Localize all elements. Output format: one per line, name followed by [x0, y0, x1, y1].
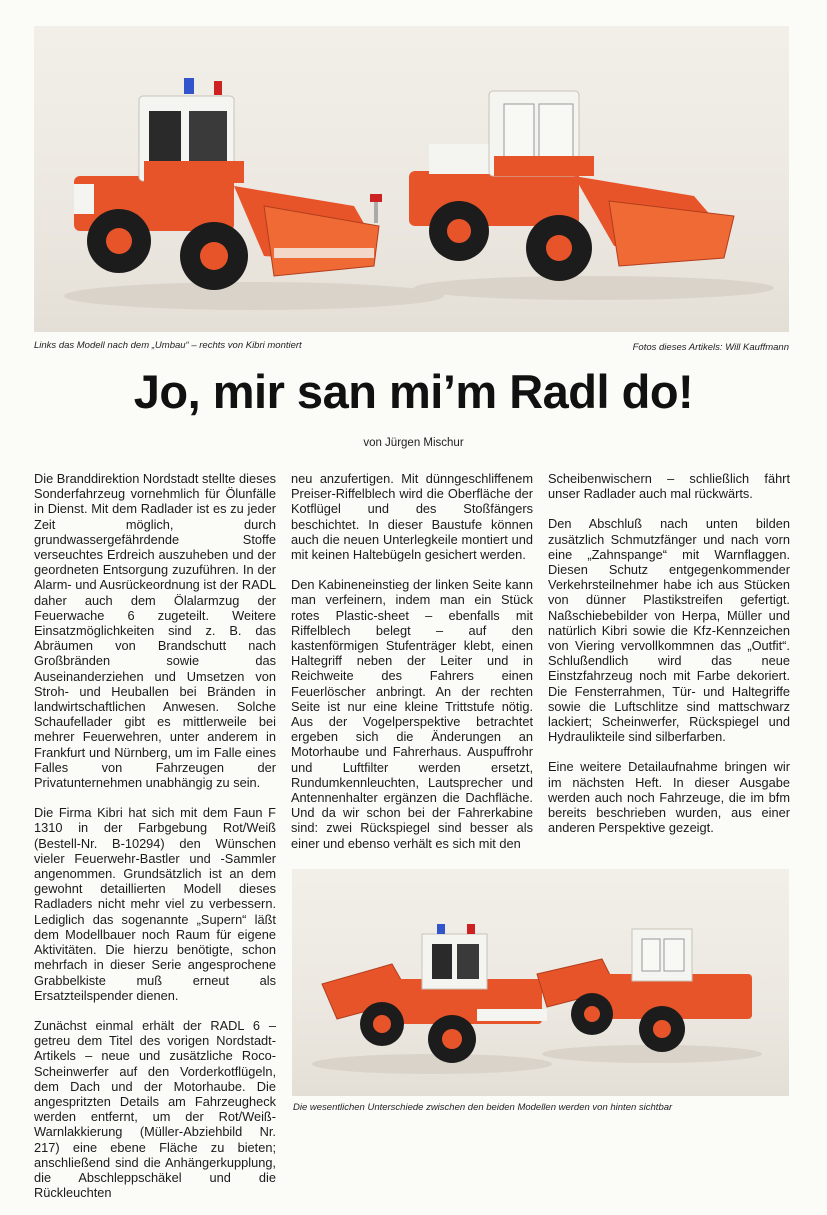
right-loader-model	[409, 91, 734, 281]
wheel-loaders-illustration	[34, 26, 789, 332]
caption-top-left: Links das Modell nach dem „Umbau“ – rechts von Kibri montiert	[34, 340, 302, 351]
paragraph: Die Branddirektion Nordstadt stellte dieses Sonderfahrzeug vornehmlich für Ölunfälle in Dienst. Mit dem Radlader ist es zu jeder Zeit möglich, durch grundwassergefährdende Stoffe verseuchtes Erdreich auszuheben und der geordneten Entsorgung zuzuführen. In der Alarm- und Ausrückeordnung ist der RADL daher auch dem Ölalarmzug der Feuerwache 6 zugeteilt. Weitere Einsatzmöglichkeiten sind z. B. das Abräumen von Brandschutt nach Großbränden sowie das Auseinanderziehen und Umsetzen von Stroh- und Heuballen bei Bränden in landwirtschaftlichen Anwesen. Solche Schaufellader gibt es mittlerweile bei mehrer Feuerwehren, unter anderem in Frankfurt und Nürnberg, um im Falle eines Falles von Fahrzeugen der Privatunternehmen unabhängig zu sein.	[34, 471, 276, 791]
left-loader-model	[74, 78, 382, 290]
paragraph: neu anzufertigen. Mit dünngeschliffenem Preiser-Riffelblech wird die Oberfläche der Kotflügel und des Stoßfängers beschichtet. In dieser Baustufe können auch die neuen Unterlegkeile montiert und mit keinen Haltebügeln gesichert werden.	[291, 471, 533, 563]
left-loader-rear	[322, 924, 547, 1063]
caption-photo-credit: Fotos dieses Artikels: Will Kauffmann	[632, 342, 789, 353]
wheel-loaders-rear-illustration	[292, 869, 789, 1096]
article-byline: von Jürgen Mischur	[363, 437, 464, 449]
paragraph: Scheibenwischern – schließlich fährt unser Radlader auch mal rückwärts.	[548, 471, 790, 502]
text-column-2	[291, 471, 533, 866]
paragraph: Zunächst einmal erhält der RADL 6 – getreu dem Titel des vorigen Nordstadt-Artikels – neue und zusätzliche Roco-Scheinwerfer auf den Vorderkotflügeln, dem Dach und der Motorhaube. Die angespritzten Details am Fahrzeugheck werden entfernt, um der Rot/Weiß-Warnlakkierung (Müller-Abziehbild Nr. 217) eine ebene Fläche zu bieten; anschließend sind die Anhängerkupplung, die Abschleppschäkel und die Rückleuchten	[34, 1017, 276, 1201]
photo-wheel-loaders-front	[34, 26, 789, 332]
right-loader-rear	[537, 929, 752, 1052]
text-column-1	[34, 471, 276, 1215]
paragraph: Die Firma Kibri hat sich mit dem Faun F 1310 in der Farbgebung Rot/Weiß (Bestell-Nr. B-10294) den Wünschen vieler Feuerwehr-Bastler und -Sammler angenommen. Grundsätzlich ist an dem gewohnt detaillierten Modell dieses Radladers nicht mehr viel zu verbessern. Lediglich das sogenannte „Supern“ läßt dem Modellbauer noch Raum für eigene Aktivitäten. Die hierzu benötigte, schon mehrfach in dieser Serie angesprochene Grabbelkiste muß erneut als Ersatzteilspender dienen.	[34, 805, 276, 1003]
paragraph: Den Abschluß nach unten bilden zusätzlich Schmutzfänger und nach vorn eine „Zahnspange“ mit Warnflaggen. Diesen Schutz entgegenkommender Verkehrsteilnehmer habe ich aus Stücken von dünner Plastikstreifen gefertigt. Naßschiebebilder von Herpa, Müller und natürlich Kibri sowie die Kfz-Kennzeichen von Viering vervollkommnen das „Outfit“. Schlußendlich wird das neue Einstzfahrzeug noch mit Farbe dekoriert. Die Fensterrahmen, Tür- und Haltegriffe sowie die Luftschlitze sind mattschwarz lackiert; Scheinwerfer, Rückspiegel und Hydraulikteile sind silberfarben.	[548, 516, 790, 745]
text-column-3	[548, 471, 790, 850]
paragraph: Eine weitere Detailaufnahme bringen wir im nächsten Heft. In dieser Ausgabe werden auch noch Fahrzeuge, die im bfm bereits beschrieben wurden, aus einer anderen Perspektive gezeigt.	[548, 759, 790, 836]
caption-bottom: Die wesentlichen Unterschiede zwischen den beiden Modellen werden von hinten sichtbar	[293, 1102, 673, 1113]
article-title: Jo, mir san mi’m Radl do!	[133, 365, 694, 418]
paragraph: Den Kabineneinstieg der linken Seite kann man verfeinern, indem man ein Stück rotes Plastic-sheet – ebenfalls mit Riffelblech belegt – auf den kastenförmigen Stufenträger klebt, einen Haltegriff neben der Leiter und in Reichweite des Fahrers einen Feuerlöscher anbringt. An der rechten Seite ist nur eine kleine Trittstufe nötig. Aus der Vogelperspektive betrachtet ergeben sich die Änderungen an Motorhaube und Fahrerhaus. Auspuffrohr und Luftfilter werden ersetzt, Rundumkennleuchten, Lautsprecher und Antennenhalter ergänzen die Dachfläche. Und da wir schon bei der Fahrerkabine sind: zwei Rückspiegel sind besser als einer und ebenso verhält es sich mit den	[291, 577, 533, 851]
photo-wheel-loaders-rear	[292, 869, 789, 1096]
